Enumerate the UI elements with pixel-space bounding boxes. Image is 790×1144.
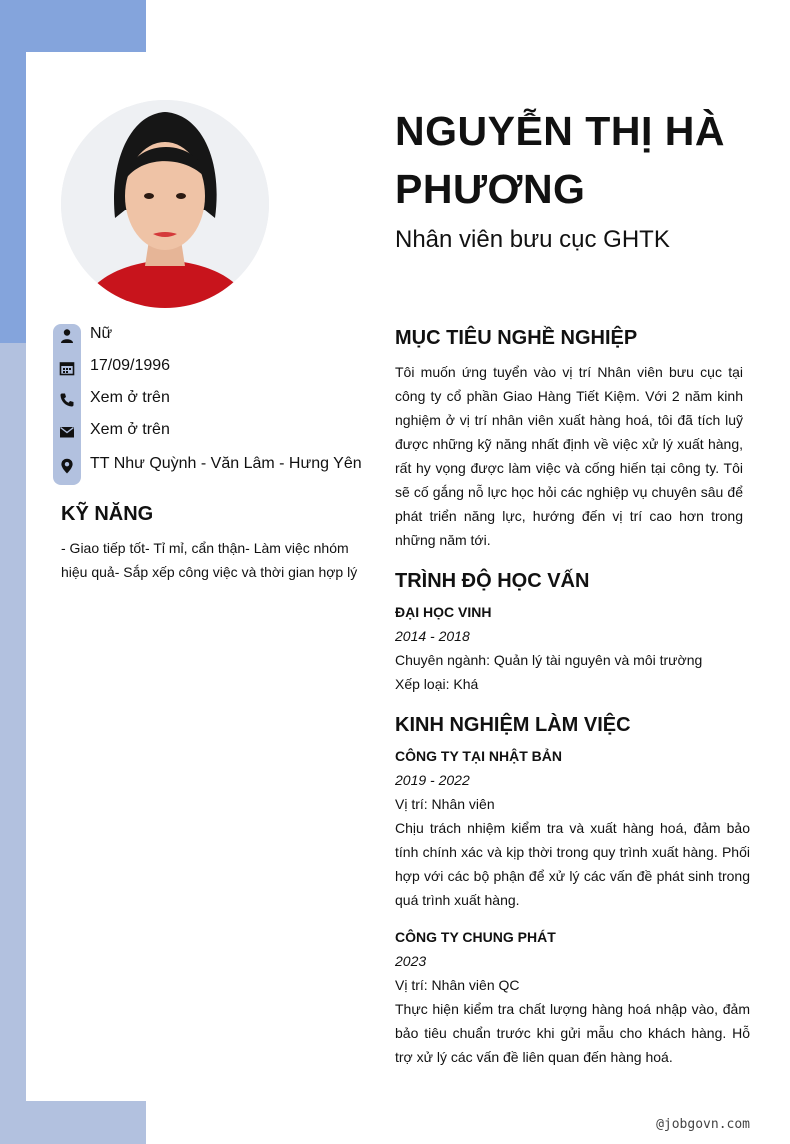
skills-heading: KỸ NĂNG bbox=[61, 503, 154, 525]
job-description: Chịu trách nhiệm kiểm tra và xuất hàng hoá, đảm bảo tính chính xác và kịp thời trong quy trình xuất hàng. Phối hợp với các bộ phận để xử lý các vấn đề phát sinh trong quá trình xuất hàng. bbox=[395, 820, 750, 908]
education-major: Chuyên ngành: Quản lý tài nguyên và môi trường bbox=[395, 652, 703, 668]
job-company: CÔNG TY CHUNG PHÁT bbox=[395, 929, 556, 945]
skills-text: - Giao tiếp tốt- Tỉ mỉ, cẩn thận- Làm việc nhóm hiệu quả- Sắp xếp công việc và thời gian hợp lý bbox=[61, 540, 358, 580]
gender-text: Nữ bbox=[90, 325, 113, 342]
location-pin-icon bbox=[59, 458, 75, 474]
job-company: CÔNG TY TẠI NHẬT BẢN bbox=[395, 748, 562, 764]
mail-icon bbox=[59, 424, 75, 440]
job-description: Thực hiện kiểm tra chất lượng hàng hoá nhập vào, đảm bảo tiêu chuẩn trước khi gửi mẫu cho khách hàng. Hỗ trợ xử lý các vấn đề liên quan đến hàng hoá. bbox=[395, 1001, 750, 1065]
job-period: 2019 - 2022 bbox=[395, 772, 470, 788]
contact-phone bbox=[53, 388, 373, 412]
candidate-name: NGUYỄN THỊ HÀ PHƯƠNG bbox=[395, 108, 725, 212]
education-heading: TRÌNH ĐỘ HỌC VẤN bbox=[395, 570, 590, 592]
education-period: 2014 - 2018 bbox=[395, 628, 470, 644]
contact-gender bbox=[53, 324, 373, 348]
contact-email bbox=[53, 420, 373, 444]
contact-address bbox=[53, 454, 373, 478]
experience-heading: KINH NGHIỆM LÀM VIỆC bbox=[395, 714, 631, 736]
phone-text: Xem ở trên bbox=[90, 389, 170, 406]
job-position: Vị trí: Nhân viên bbox=[395, 796, 495, 812]
profile-photo bbox=[61, 100, 269, 308]
education-school: ĐẠI HỌC VINH bbox=[395, 604, 492, 620]
email-text: Xem ở trên bbox=[90, 421, 170, 438]
job-position: Vị trí: Nhân viên QC bbox=[395, 977, 520, 993]
candidate-title: Nhân viên bưu cục GHTK bbox=[395, 226, 670, 253]
education-grade: Xếp loại: Khá bbox=[395, 676, 479, 692]
birthday-text: 17/09/1996 bbox=[90, 357, 171, 374]
phone-icon bbox=[59, 392, 75, 408]
calendar-icon bbox=[59, 360, 75, 376]
job-period: 2023 bbox=[395, 953, 427, 969]
watermark-text: @jobgovn.com bbox=[656, 1117, 750, 1132]
person-icon bbox=[59, 328, 75, 344]
objective-text: Tôi muốn ứng tuyển vào vị trí Nhân viên bưu cục tại công ty cổ phần Giao Hàng Tiết Kiệm. Với 2 năm kinh nghiệm ở vị trí nhân viên xuất hàng hoá, tôi đã tích luỹ được những kỹ năng nhất định về việc xử lý xuất hàng, rất hy vọng được làm việc và cống hiến tại công ty. Tôi sẽ cố gắng nỗ lực học hỏi các nghiệp vụ chuyên sâu để phát triển năng lực, hướng đến vị trí cao hơn trong những năm tới. bbox=[395, 364, 743, 548]
objective-heading: MỤC TIÊU NGHỀ NGHIỆP bbox=[395, 327, 638, 349]
address-text: TT Như Quỳnh - Văn Lâm - Hưng Yên bbox=[90, 455, 362, 472]
contact-birthday bbox=[53, 356, 373, 380]
